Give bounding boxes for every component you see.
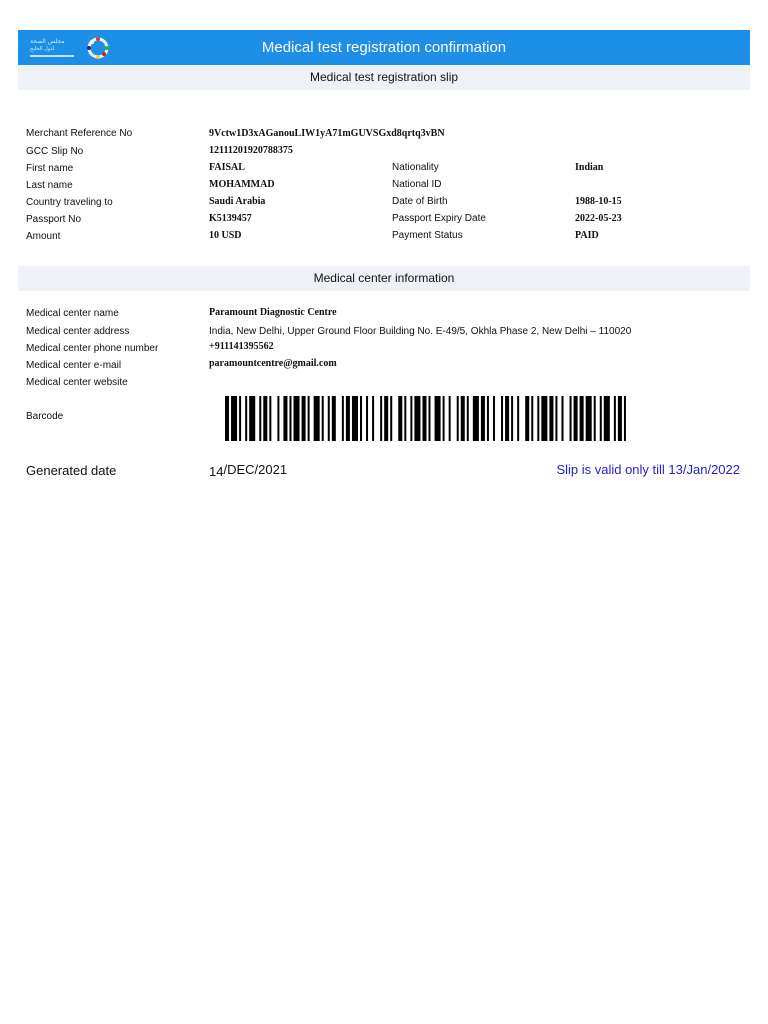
barcode-bar <box>380 396 382 441</box>
passport-no-label: Passport No <box>26 214 82 225</box>
barcode-bar <box>390 396 392 441</box>
barcode-bar <box>457 396 459 441</box>
barcode-bar <box>561 396 563 441</box>
barcode-icon <box>225 396 632 441</box>
barcode-bar <box>249 396 255 441</box>
last-name-value: MOHAMMAD <box>209 179 275 190</box>
barcode-bar <box>263 396 267 441</box>
barcode-bar <box>225 396 229 441</box>
barcode-bar <box>435 396 441 441</box>
barcode-bar <box>517 396 519 441</box>
first-name-label: First name <box>26 163 74 174</box>
last-name-label: Last name <box>26 180 73 191</box>
center-email-label: Medical center e-mail <box>26 360 122 371</box>
barcode-bar <box>346 396 350 441</box>
amount-value: 10 USD <box>209 230 242 241</box>
barcode-bar <box>443 396 445 441</box>
barcode-bar <box>352 396 358 441</box>
page-title: Medical test registration confirmation <box>261 39 507 56</box>
barcode-bar <box>586 396 592 441</box>
barcode-bar <box>537 396 539 441</box>
barcode-bar <box>269 396 271 441</box>
barcode-bar <box>410 396 412 441</box>
center-name-value: Paramount Diagnostic Centre <box>209 307 337 318</box>
barcode-bar <box>259 396 261 441</box>
barcode-bar <box>360 396 362 441</box>
barcode-bar <box>422 396 426 441</box>
nationality-value: Indian <box>575 162 604 173</box>
svg-text:ﻣﺠﻠﺲ ﺍﻟﺼﺤﺔ: ﻣﺠﻠﺲ ﺍﻟﺼﺤﺔ <box>30 38 65 45</box>
barcode-bar <box>473 396 479 441</box>
country-label: Country traveling to <box>26 197 113 208</box>
barcode-bar <box>555 396 557 441</box>
barcode-bar <box>314 396 320 441</box>
merchant-ref-label: Merchant Reference No <box>26 128 133 139</box>
passport-no-value: K5139457 <box>209 213 252 224</box>
generated-date-value <box>209 462 287 477</box>
center-address-label: Medical center address <box>26 326 130 337</box>
barcode-bar <box>618 396 622 441</box>
barcode-bar <box>511 396 513 441</box>
nationality-label: Nationality <box>392 162 439 173</box>
barcode-bar <box>624 396 626 441</box>
page-header <box>18 30 750 65</box>
barcode-bar <box>245 396 247 441</box>
barcode-bar <box>594 396 596 441</box>
gcc-slip-label: GCC Slip No <box>26 146 84 157</box>
barcode-bar <box>580 396 584 441</box>
center-phone-value: +911141395562 <box>209 341 274 352</box>
barcode-bar <box>342 396 344 441</box>
generated-month-year: /DEC/2021 <box>223 462 288 477</box>
center-email-value: paramountcentre@gmail.com <box>209 358 337 369</box>
generated-date-label: Generated date <box>26 463 117 478</box>
barcode-bar <box>493 396 495 441</box>
barcode-bar <box>481 396 485 441</box>
barcode-bar <box>372 396 374 441</box>
barcode-bar <box>328 396 330 441</box>
barcode-bar <box>525 396 529 441</box>
amount-label: Amount <box>26 231 61 242</box>
barcode-bar <box>574 396 578 441</box>
slip-section-bar: Medical test registration slip <box>18 65 750 90</box>
barcode-bar <box>449 396 451 441</box>
country-value: Saudi Arabia <box>209 196 266 207</box>
center-website-label: Medical center website <box>26 377 128 388</box>
barcode-bar <box>294 396 300 441</box>
dob-label: Date of Birth <box>392 196 448 207</box>
barcode-bar <box>283 396 287 441</box>
barcode-bar <box>322 396 324 441</box>
barcode-bar <box>531 396 533 441</box>
barcode-bar <box>277 396 279 441</box>
medical-center-section-bar: Medical center information <box>18 266 750 291</box>
barcode-bar <box>384 396 388 441</box>
first-name-value: FAISAL <box>209 162 245 173</box>
barcode-bar <box>461 396 465 441</box>
barcode-bar <box>487 396 489 441</box>
barcode-bar <box>614 396 616 441</box>
center-name-label: Medical center name <box>26 308 119 319</box>
barcode-bar <box>604 396 610 441</box>
validity-notice: Slip is valid only till 13/Jan/2022 <box>556 462 740 477</box>
barcode-bar <box>501 396 503 441</box>
barcode-bar <box>302 396 306 441</box>
gcc-slip-value: 12111201920788375 <box>209 145 293 156</box>
passport-expiry-label: Passport Expiry Date <box>392 213 486 224</box>
dob-value: 1988-10-15 <box>575 196 622 207</box>
barcode-bar <box>414 396 420 441</box>
barcode-bar <box>570 396 572 441</box>
barcode-bar <box>404 396 406 441</box>
barcode-bar <box>467 396 469 441</box>
center-address-value: India, New Delhi, Upper Ground Floor Building No. E-49/5, Okhla Phase 2, New Delhi – 110020 <box>209 326 632 337</box>
barcode-bar <box>332 396 336 441</box>
payment-status-value: PAID <box>575 230 599 241</box>
barcode-bar <box>600 396 602 441</box>
barcode-bar <box>366 396 368 441</box>
merchant-ref-value: 9Vctw1D3xAGanouLIW1yA71mGUVSGxd8qrtq3vBN <box>209 128 445 139</box>
national-id-label: National ID <box>392 179 442 190</box>
generated-day: 14 <box>209 464 224 479</box>
barcode-bar <box>505 396 509 441</box>
barcode-bar <box>231 396 237 441</box>
center-phone-label: Medical center phone number <box>26 343 159 354</box>
barcode-label: Barcode <box>26 411 64 422</box>
barcode-bar <box>289 396 291 441</box>
barcode-bar <box>398 396 402 441</box>
barcode-bar <box>308 396 310 441</box>
svg-text:ﻟﺪﻭﻝ ﺍﻟﺨﻠﻴﺞ: ﻟﺪﻭﻝ ﺍﻟﺨﻠﻴﺞ <box>30 46 55 52</box>
passport-expiry-value: 2022-05-23 <box>575 213 622 224</box>
barcode-bar <box>549 396 553 441</box>
barcode-bar <box>541 396 547 441</box>
barcode-bar <box>429 396 431 441</box>
payment-status-label: Payment Status <box>392 230 463 241</box>
barcode-bar <box>239 396 241 441</box>
